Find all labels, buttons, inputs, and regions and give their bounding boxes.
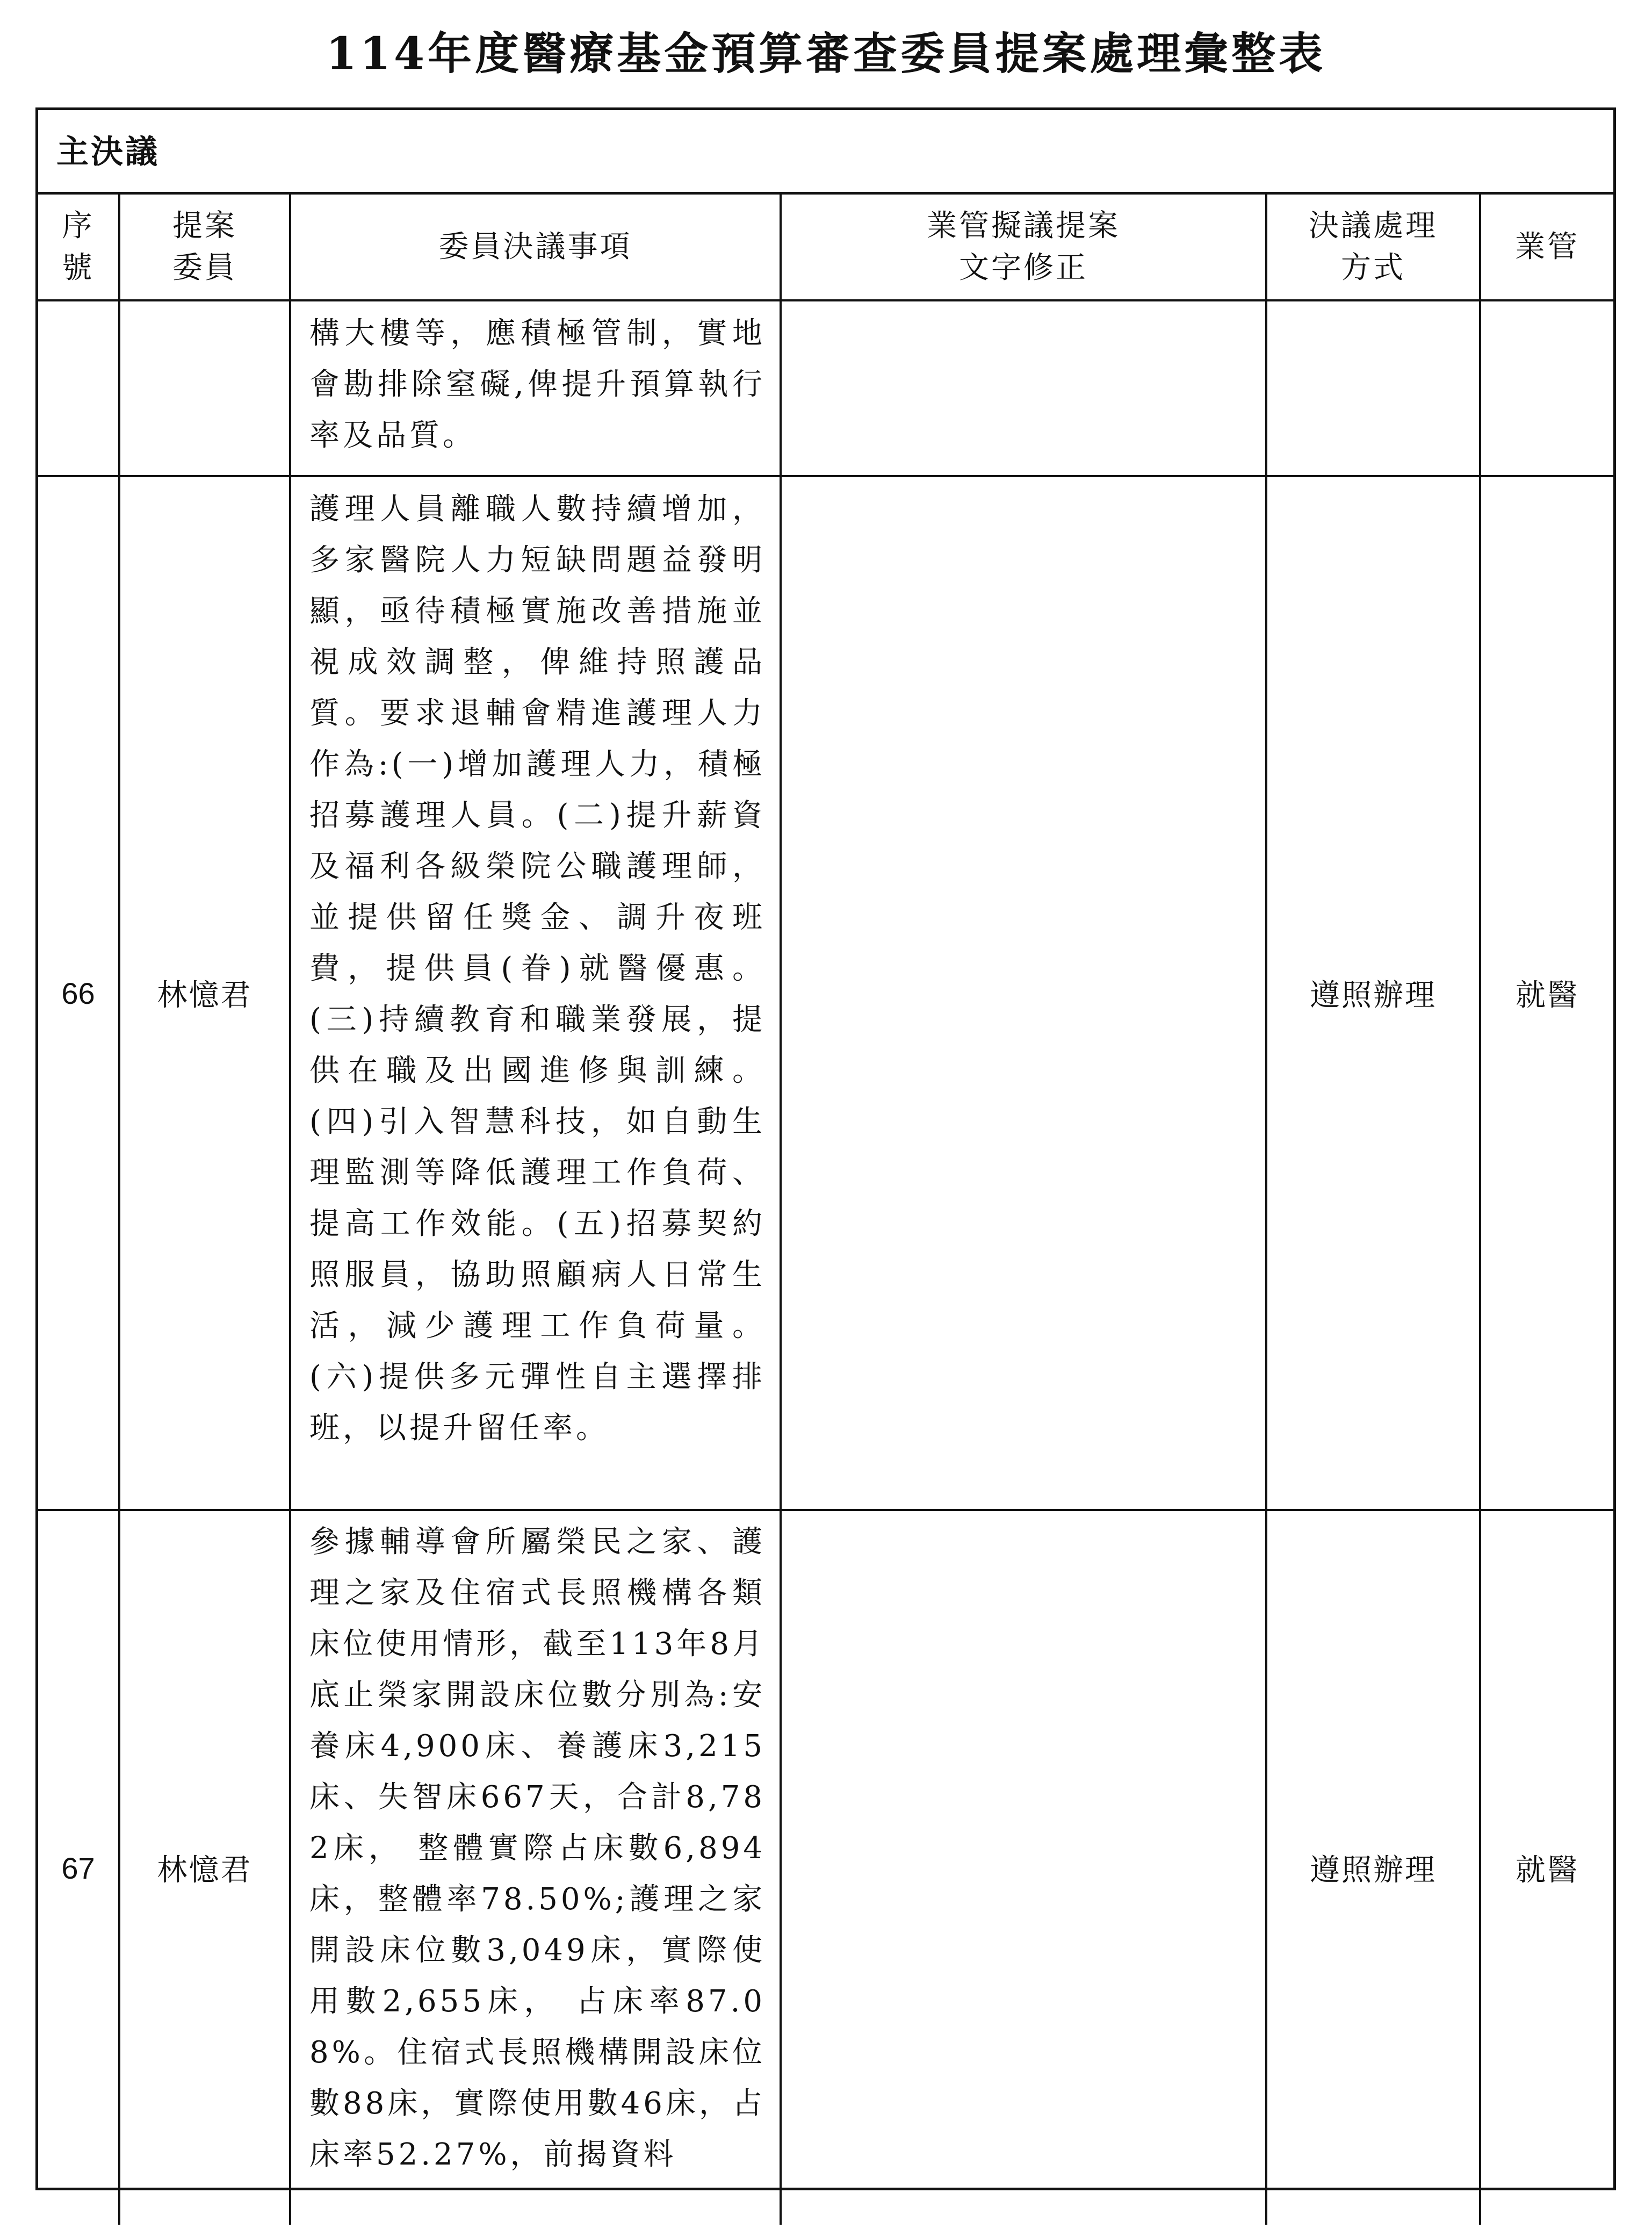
row-resolution: 參據輔導會所屬榮民之家、護理之家及住宿式長照機構各類床位使用情形，截至113年8月底止榮家開設床位數分別為:安養床4,900床、養護床3,215床、失智床667天，合計8,782床， 整體實際占床數6,894床，整體率78.50%;護理之家開設床位數3,049床，實際使用數2,655床， 占床率87.08%。住宿式長照機構開設床位數88床，實際使用數46床，占床率52.27%，前揭資料 bbox=[290, 1510, 781, 2225]
header-resolution: 委員決議事項 bbox=[290, 195, 781, 300]
header-proposer: 提案委員 bbox=[119, 195, 290, 300]
header-department: 業管 bbox=[1480, 195, 1613, 300]
row-seq: 67 bbox=[38, 1510, 119, 2225]
row-handling-method: 遵照辦理 bbox=[1266, 476, 1480, 1510]
row-department: 就醫 bbox=[1480, 1510, 1613, 2225]
header-handling-method: 決議處理方式 bbox=[1266, 195, 1480, 300]
table-row bbox=[38, 476, 1613, 1510]
section-title: 主決議 bbox=[38, 110, 1613, 195]
header-department-edit: 業管擬議提案文字修正 bbox=[781, 195, 1266, 300]
row-seq bbox=[38, 300, 119, 476]
row-proposer: 林憶君 bbox=[119, 476, 290, 1510]
table-header-row bbox=[38, 195, 1613, 300]
row-proposer bbox=[119, 300, 290, 476]
row-proposer: 林憶君 bbox=[119, 1510, 290, 2225]
table-row bbox=[38, 300, 1613, 476]
row-department-edit bbox=[781, 476, 1266, 1510]
row-department-edit bbox=[781, 300, 1266, 476]
header-seq: 序號 bbox=[38, 195, 119, 300]
row-department-edit bbox=[781, 1510, 1266, 2225]
table-row bbox=[38, 1510, 1613, 2225]
row-department: 就醫 bbox=[1480, 476, 1613, 1510]
proposal-table-frame bbox=[35, 107, 1616, 2190]
row-resolution: 護理人員離職人數持續增加，多家醫院人力短缺問題益發明顯，亟待積極實施改善措施並視成效調整，俾維持照護品質。要求退輔會精進護理人力作為:(一)增加護理人力，積極招募護理人員。(二)提升薪資及福利各級榮院公職護理師，並提供留任獎金、調升夜班費，提供員(眷)就醫優惠。(三)持續教育和職業發展，提供在職及出國進修與訓練。(四)引入智慧科技，如自動生理監測等降低護理工作負荷、提高工作效能。(五)招募契約照服員，協助照顧病人日常生活，減少護理工作負荷量。(六)提供多元彈性自主選擇排班，以提升留任率。 bbox=[290, 476, 781, 1510]
row-resolution: 構大樓等，應積極管制，實地會勘排除窒礙,俾提升預算執行率及品質。 bbox=[290, 300, 781, 476]
proposal-table bbox=[38, 195, 1613, 2225]
row-seq: 66 bbox=[38, 476, 119, 1510]
row-handling-method bbox=[1266, 300, 1480, 476]
row-department bbox=[1480, 300, 1613, 476]
page-title: 114年度醫療基金預算審查委員提案處理彙整表 bbox=[326, 28, 1326, 80]
row-handling-method: 遵照辦理 bbox=[1266, 1510, 1480, 2225]
